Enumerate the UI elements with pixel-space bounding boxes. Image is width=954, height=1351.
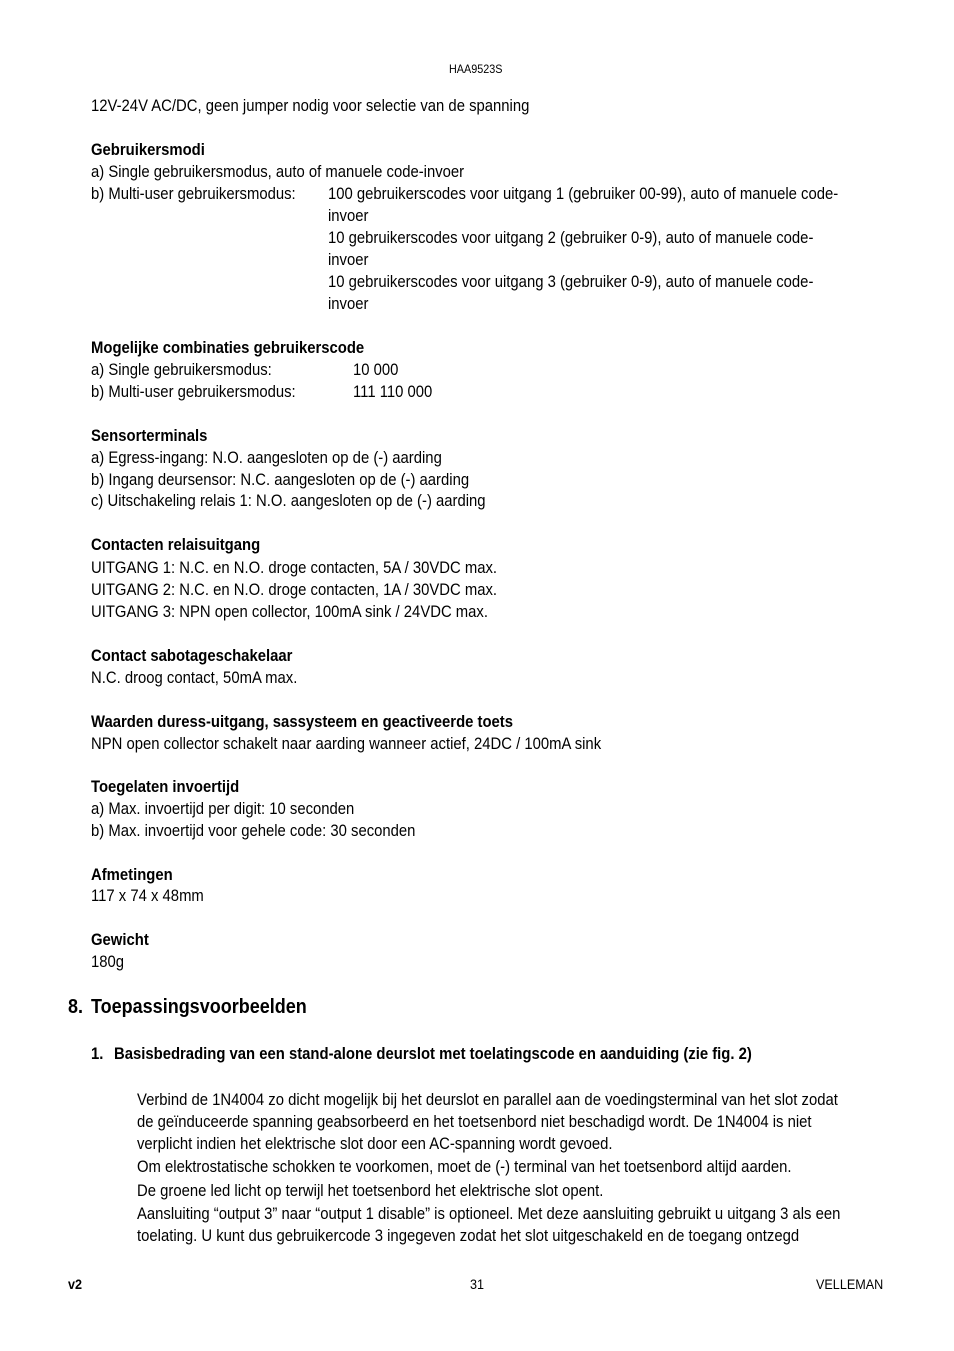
footer-page-number: 31 <box>470 1276 485 1292</box>
list-item: UITGANG 1: N.C. en N.O. droge contacten, 5A / 30VDC max. <box>91 559 498 577</box>
section-text: 180g <box>91 953 125 971</box>
paragraph-line: De groene led licht op terwijl het toetsenbord het elektrische slot opent. <box>137 1182 604 1200</box>
list-item-value: 111 110 000 <box>353 383 433 401</box>
list-item-label: a) Single gebruikersmodus: <box>91 361 272 379</box>
list-item: UITGANG 2: N.C. en N.O. droge contacten, 1A / 30VDC max. <box>91 581 498 599</box>
section-title-contacten: Contacten relaisuitgang <box>91 536 261 554</box>
section-title-sabotage: Contact sabotageschakelaar <box>91 647 293 665</box>
list-item: UITGANG 3: NPN open collector, 100mA sink / 24VDC max. <box>91 603 488 621</box>
section-title-duress: Waarden duress-uitgang, sassysteem en geactiveerde toets <box>91 713 514 731</box>
list-item: a) Egress-ingang: N.O. aangesloten op de (-) aarding <box>91 449 442 467</box>
section-text: N.C. droog contact, 50mA max. <box>91 669 298 687</box>
list-item: c) Uitschakeling relais 1: N.O. aangesloten op de (-) aarding <box>91 492 486 510</box>
subsection-number: 1. <box>91 1045 104 1063</box>
section-number: 8. <box>68 996 84 1018</box>
section-title-gewicht: Gewicht <box>91 931 149 949</box>
list-item-detail: invoer <box>328 251 369 269</box>
list-item: b) Ingang deursensor: N.C. aangesloten op de (-) aarding <box>91 471 470 489</box>
list-item-detail: 100 gebruikerscodes voor uitgang 1 (gebruiker 00-99), auto of manuele code- <box>328 185 839 203</box>
subsection-heading: Basisbedrading van een stand-alone deurslot met toelatingscode en aanduiding (zie fig. 2) <box>114 1045 752 1063</box>
section-text: NPN open collector schakelt naar aarding wanneer actief, 24DC / 100mA sink <box>91 735 602 753</box>
paragraph-line: toelating. U kunt dus gebruikercode 3 ingegeven zodat het slot uitgeschakeld en de toegang ontzegd <box>137 1227 800 1245</box>
list-item-label: b) Multi-user gebruikersmodus: <box>91 383 296 401</box>
list-item: a) Max. invoertijd per digit: 10 seconden <box>91 800 355 818</box>
paragraph-line: Om elektrostatische schokken te voorkomen, moet de (-) terminal van het toetsenbord altijd aarden. <box>137 1158 792 1176</box>
paragraph-line: verplicht indien het elektrische slot door een AC-spanning wordt gevoed. <box>137 1135 613 1153</box>
paragraph-line: de geïnduceerde spanning geabsorbeerd en het toetsenbord niet beschadigd wordt. De 1N4004 is niet <box>137 1113 812 1131</box>
section-title-invoertijd: Toegelaten invoertijd <box>91 778 240 796</box>
section-title-sensorterminals: Sensorterminals <box>91 427 208 445</box>
list-item-detail: 10 gebruikerscodes voor uitgang 2 (gebruiker 0-9), auto of manuele code- <box>328 229 814 247</box>
footer-version: v2 <box>68 1276 83 1292</box>
list-item: b) Max. invoertijd voor gehele code: 30 seconden <box>91 822 416 840</box>
section-title-gebruikersmodi: Gebruikersmodi <box>91 141 205 159</box>
paragraph-line: Aansluiting “output 3” naar “output 1 disable” is optioneel. Met deze aansluiting gebruikt u uitgang 3 als een <box>137 1205 841 1223</box>
header-doc-id: HAA9523S <box>449 62 503 76</box>
section-title-afmetingen: Afmetingen <box>91 866 173 884</box>
list-item: a) Single gebruikersmodus, auto of manuele code-invoer <box>91 163 465 181</box>
list-item-detail: invoer <box>328 295 369 313</box>
section-text: 117 x 74 x 48mm <box>91 887 204 905</box>
list-item-label: b) Multi-user gebruikersmodus: <box>91 185 296 203</box>
section-heading: Toepassingsvoorbeelden <box>91 996 307 1018</box>
list-item-detail: invoer <box>328 207 369 225</box>
list-item-value: 10 000 <box>353 361 399 379</box>
list-item-detail: 10 gebruikerscodes voor uitgang 3 (gebruiker 0-9), auto of manuele code- <box>328 273 814 291</box>
section-title-combinaties: Mogelijke combinaties gebruikerscode <box>91 339 365 357</box>
intro-text: 12V-24V AC/DC, geen jumper nodig voor selectie van de spanning <box>91 97 530 115</box>
footer-brand: VELLEMAN <box>816 1276 884 1292</box>
paragraph-line: Verbind de 1N4004 zo dicht mogelijk bij het deurslot en parallel aan de voedingsterminal van het slot zodat <box>137 1091 838 1109</box>
